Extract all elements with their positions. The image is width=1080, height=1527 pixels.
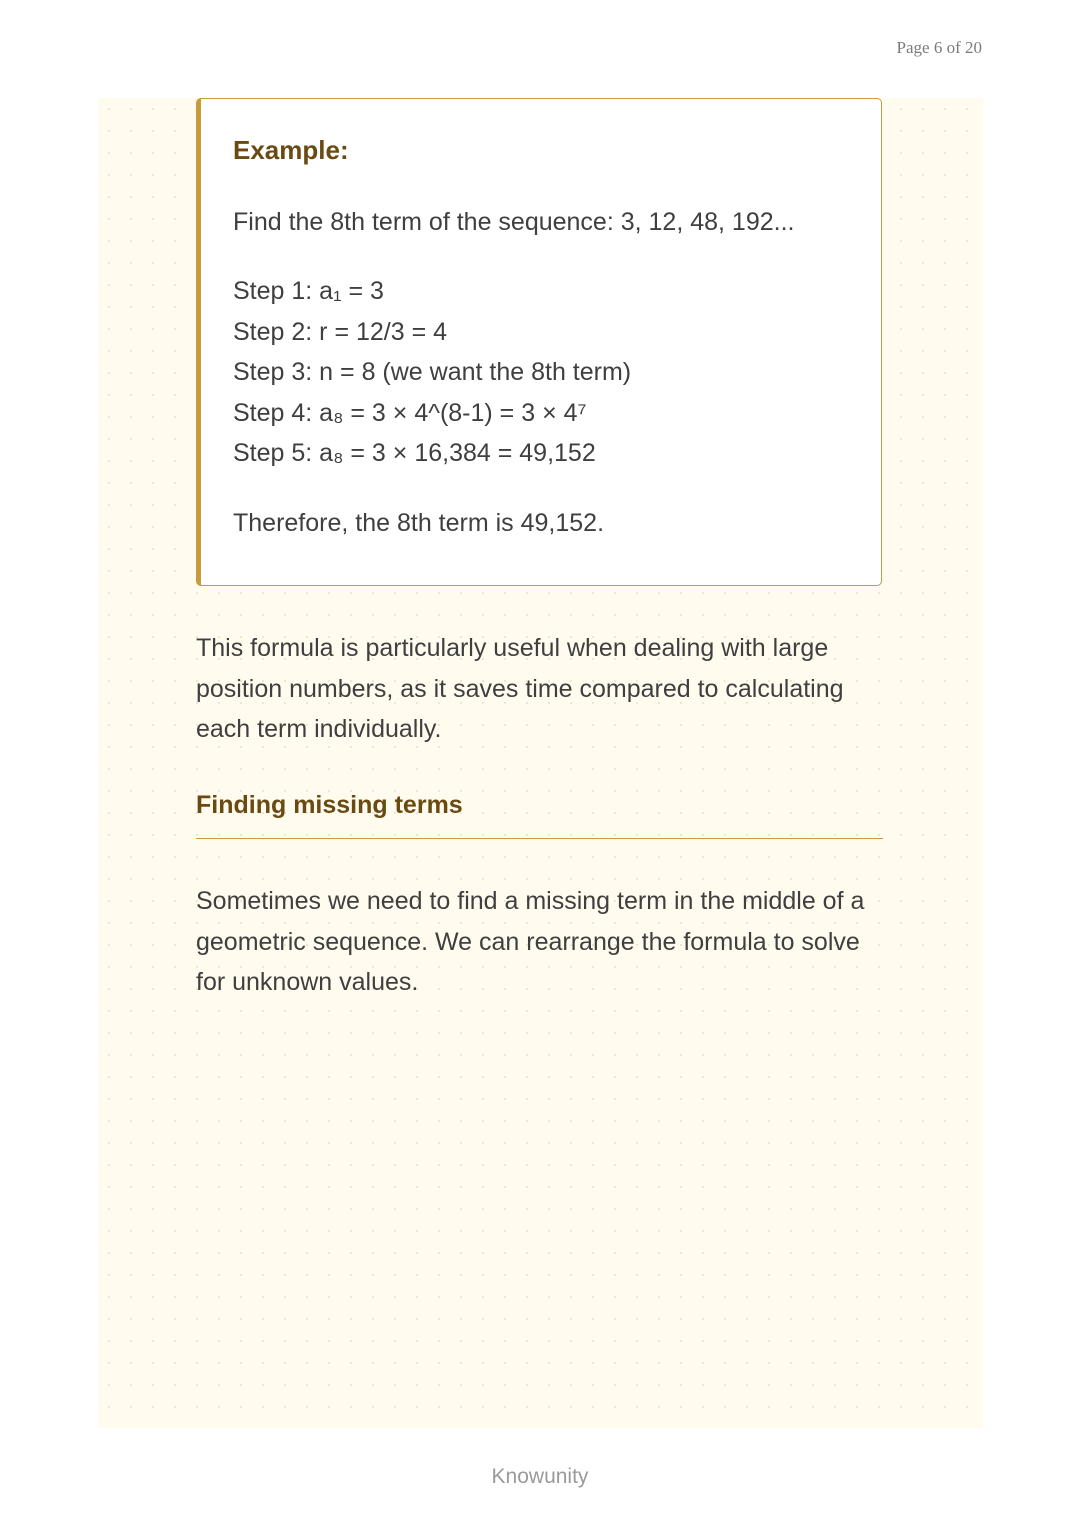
- step-4: Step 4: a₈ = 3 × 4^(8-1) = 3 × 4⁷: [233, 398, 587, 427]
- missing-terms-paragraph: Sometimes we need to find a missing term in the middle of a geometric sequence. We can rearrange the formula to solve for unknown values.: [196, 887, 865, 996]
- step-3: Step 3: n = 8 (we want the 8th term): [233, 358, 632, 386]
- example-title: Example:: [233, 135, 349, 165]
- section-divider: [196, 838, 883, 839]
- formula-usefulness-paragraph: This formula is particularly useful when dealing with large position numbers, as it saves time compared to calculating each term individually.: [196, 634, 844, 743]
- example-steps: [233, 271, 851, 474]
- page-number: Page 6 of 20: [896, 38, 982, 57]
- section-heading-missing-terms: Finding missing terms: [196, 791, 463, 819]
- step-5: Step 5: a₈ = 3 × 16,384 = 49,152: [233, 439, 596, 467]
- example-box: [196, 98, 882, 586]
- step-1: Step 1: a₁ = 3: [233, 277, 384, 305]
- example-conclusion: Therefore, the 8th term is 49,152.: [233, 508, 605, 537]
- example-question: Find the 8th term of the sequence: 3, 12, 48, 192...: [233, 208, 795, 236]
- step-2: Step 2: r = 12/3 = 4: [233, 317, 448, 346]
- footer-brand-knowunity: Knowunity: [491, 1465, 589, 1488]
- content-page: [98, 98, 983, 1428]
